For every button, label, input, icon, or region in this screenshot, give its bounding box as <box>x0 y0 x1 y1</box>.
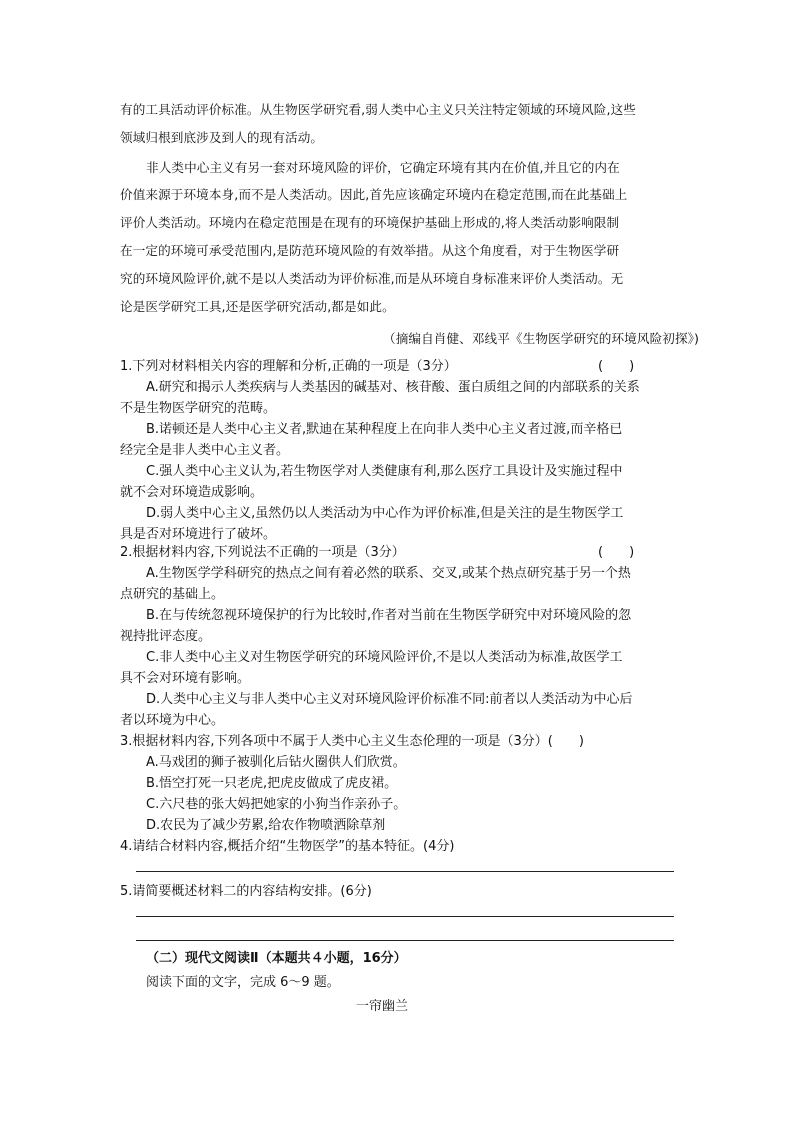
question-2-option-c: C.非人类中心主义对生物医学研究的环境风险评价,不是以人类活动为标准,故医学工 <box>146 650 623 665</box>
question-1-option-a-cont: 不是生物医学研究的范畴。 <box>120 401 277 416</box>
passage-line: 在一定的环境可承受范围内,是防范环境风险的有效举措。从这个角度看，对于生物医学研 <box>120 243 620 258</box>
passage-line: 非人类中心主义有另一套对环境风险的评价，它确定环境有其内在价值,并且它的内在 <box>146 160 620 175</box>
section-heading: （二）现代文阅读Ⅱ（本题共４小题，16分） <box>146 951 407 966</box>
passage-line: 评价人类活动。环境内在稳定范围是在现有的环境保护基础上形成的,将人类活动影响限制 <box>120 215 620 230</box>
passage-line: 价值来源于环境本身,而不是人类活动。因此,首先应该确定环境内在稳定范围,而在此基础上 <box>120 187 628 202</box>
question-2-option-d: D.人类中心主义与非人类中心主义对环境风险评价标准不同:前者以人类活动为中心后 <box>146 692 633 707</box>
question-1-option-d: D.弱人类中心主义,虽然仍以人类活动为中心作为评价标准,但是关注的是生物医学工 <box>146 506 624 521</box>
question-1-option-c-cont: 就不会对环境造成影响。 <box>120 485 264 500</box>
question-3-option-c: C.六尺巷的张大妈把她家的小狗当作亲孙子。 <box>146 797 407 812</box>
question-2-option-c-cont: 具不会对环境有影响。 <box>120 671 251 686</box>
question-3-option-d: D.农民为了减少劳累,给农作物喷洒除草剂 <box>146 818 386 833</box>
passage-line: 有的工具活动评价标准。从生物医学研究看,弱人类中心主义只关注特定领域的环境风险,这些 <box>120 102 636 117</box>
question-2-option-a: A.生物医学学科研究的热点之间有着必然的联系、交叉,或某个热点研究基于另一个热 <box>146 566 631 581</box>
passage-source: （摘编自肖健、邓线平《生物医学研究的环境风险初探》) <box>383 331 700 346</box>
story-title: 一帘幽兰 <box>356 999 409 1014</box>
question-2-option-b: B.在与传统忽视环境保护的行为比较时,作者对当前在生物医学研究中对环境风险的忽 <box>146 608 632 623</box>
question-1-option-b-cont: 经完全是非人类中心主义者。 <box>120 443 290 458</box>
passage-line: 论是医学研究工具,还是医学研究活动,都是如此。 <box>120 299 395 314</box>
question-3-option-a: A.马戏团的狮子被驯化后钻火圈供人们欣赏。 <box>146 755 406 770</box>
question-1-stem: 1.下列对材料相关内容的理解和分析,正确的一项是（3分） <box>120 359 457 374</box>
question-1-answer-blank: ( ) <box>598 359 635 374</box>
question-2-stem: 2.根据材料内容,下列说法不正确的一项是（3分） <box>120 545 405 560</box>
question-2-answer-blank: ( ) <box>598 545 635 560</box>
question-4-stem: 4.请结合材料内容,概括介绍“生物医学”的基本特征。(4分) <box>120 839 455 854</box>
question-2-option-b-cont: 视持批评态度。 <box>120 629 212 644</box>
question-2-option-a-cont: 点研究的基础上。 <box>120 587 225 602</box>
question-1-option-a: A.研究和揭示人类疾病与人类基因的碱基对、核苷酸、蛋白质组之间的内部联系的关系 <box>146 380 640 395</box>
answer-line[interactable] <box>136 916 674 917</box>
passage-line: 领域归根到底涉及到人的现有活动。 <box>120 130 324 145</box>
question-3-stem: 3.根据材料内容,下列各项中不属于人类中心主义生态伦理的一项是（3分）( ) <box>120 734 584 749</box>
question-1-option-d-cont: 具是否对环境进行了破坏。 <box>120 527 277 542</box>
question-5-stem: 5.请简要概述材料二的内容结构安排。(6分) <box>120 884 372 899</box>
question-1-option-b: B.诺顿还是人类中心主义者,默迪在某种程度上在向非人类中心主义者过渡,而辛格已 <box>146 422 623 437</box>
question-1-option-c: C.强人类中心主义认为,若生物医学对人类健康有利,那么医疗工具设计及实施过程中 <box>146 464 623 479</box>
question-3-option-b: B.悟空打死一只老虎,把虎皮做成了虎皮裙。 <box>146 776 398 791</box>
passage-line: 究的环境风险评价,就不是以人类活动为评价标准,而是从环境自身标准来评价人类活动。无 <box>120 271 624 286</box>
answer-line[interactable] <box>136 940 674 941</box>
section-instruction: 阅读下面的文字，完成 6～9 题。 <box>146 975 340 990</box>
question-2-option-d-cont: 者以环境为中心。 <box>120 713 225 728</box>
answer-line[interactable] <box>136 871 674 872</box>
